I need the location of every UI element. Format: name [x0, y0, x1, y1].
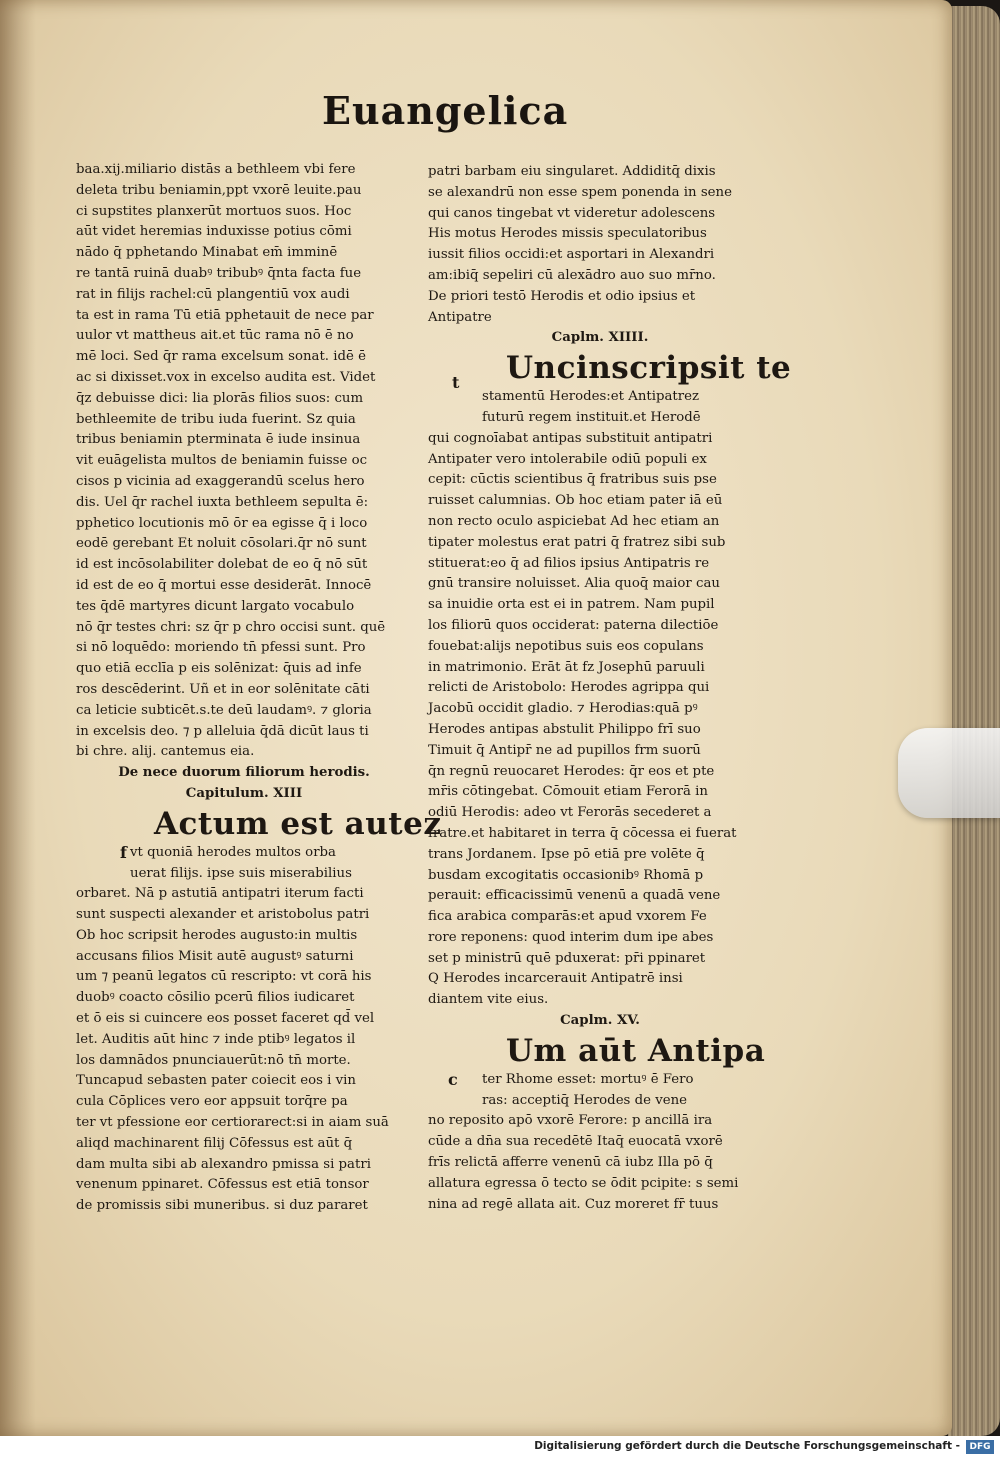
text-line: q̄z debuisse dici: lia plorās filios suos: cum [76, 390, 364, 406]
text-line: ter vt pfessione eor certiorarect:si in aiam suā [76, 1115, 389, 1131]
text-line: vt quoniā herodes multos orba [130, 844, 336, 860]
left-text-block-2 [76, 843, 412, 1217]
text-line: His motus Herodes missis speculatoribus [428, 226, 707, 242]
text-line: quo etiā ecclīa p eis solēnizat: q̄uis ad infe [76, 661, 362, 677]
text-line: et ō eis si cuincere eos posset faceret qd̄ vel [76, 1011, 375, 1027]
text-line: q̄n regnū reuocaret Herodes: q̄r eos et pte [428, 763, 715, 779]
text-line: Q Herodes incarcerauit Antipatrē insi [428, 971, 683, 987]
text-line: duobꝰ coacto cōsilio pcerū filios iudicaret [76, 990, 355, 1006]
right-text-block-3 [428, 1070, 772, 1216]
text-line: bi chre. alij. cantemus eia. [76, 744, 255, 760]
text-line: am:ibiq̄ sepeliri cū alexādro auo suo mr̄no. [428, 267, 716, 283]
text-line: nādo q̄ pphetando Minabat em̄ imminē [76, 245, 338, 261]
text-line: deleta tribu beniamin,ppt vxorē leuite.pau [76, 182, 362, 198]
text-line: fratre.et habitaret in terra q̄ cōcessa ei fuerat [428, 825, 737, 841]
text-line: frīs relictā afferre venenū cā iubz Illa pō q̄ [428, 1155, 713, 1171]
text-line: Antipatre [428, 309, 492, 325]
text-line: perauit: efficacissimū venenū a quadā vene [428, 888, 721, 904]
text-line: allatura egressa ō tecto se ōdit pcipite: s semi [428, 1175, 739, 1191]
text-line: iussit filios occidi:et asportari in Alexandri [428, 247, 715, 263]
text-line: sa inuidie orta est ei in patrem. Nam pupil [428, 597, 715, 613]
text-line: rore reponens: quod interim dum ipe abes [428, 929, 714, 945]
chapter-heading: Capitulum. XIII [185, 785, 303, 801]
text-line: uulor vt mattheus ait.et tūc rama nō ē no [76, 328, 354, 344]
text-line: qui canos tingebat vt videretur adolescens [428, 205, 716, 221]
dfg-logo: DFG [966, 1440, 994, 1454]
text-line: los filiorū quos occiderat: paterna dilectiōe [428, 617, 719, 633]
text-line: Timuit q̄ Antipr̄ ne ad pupillos frm suorū [428, 742, 701, 758]
decorated-initial-line: Actum est autez [154, 805, 442, 842]
text-line: si nō loquēdo: moriendo tn̄ pfessi sunt. Pro [76, 640, 366, 656]
text-line: qui cognoīabat antipas substituit antipatri [428, 430, 713, 446]
text-line: pphetico locutionis mō ōr ea egisse q̄ i loco [76, 515, 368, 531]
book-clasp [898, 728, 1000, 818]
chapter-heading-15: Caplm. XV. [560, 1013, 640, 1029]
text-line: Antipater vero intolerabile odiū populi ex [428, 451, 707, 467]
text-line: fouebat:alijs nepotibus suis eos copulans [428, 638, 704, 654]
text-line: venenum ppinaret. Cōfessus est etiā tonsor [76, 1177, 369, 1193]
text-line: baa.xij.miliario distās a bethleem vbi fere [76, 162, 356, 177]
text-line: Herodes antipas abstulit Philippo frī suo [428, 721, 701, 737]
text-line: ca leticie subticēt.s.te deū laudamꝰ. ⁊ gloria [76, 702, 372, 718]
text-line: sunt suspecti alexander et aristobolus patri [76, 907, 370, 923]
text-line: odiū Herodis: adeo vt Ferorās secederet a [428, 805, 712, 821]
text-line: dam multa sibi ab alexandro pmissa si patri [76, 1156, 371, 1172]
text-line: de promissis sibi muneribus. si duz pararet [76, 1198, 368, 1214]
text-line: in matrimonio. Erāt āt fz Josephū paruuli [428, 659, 705, 675]
right-column [428, 162, 792, 1215]
text-line: stamentū Herodes:et Antipatrez [482, 389, 699, 405]
text-line: aūt videt heremias induxisse potius cōmi [76, 224, 352, 240]
text-line: ta est in rama Tū etiā pphetauit de nece par [76, 307, 374, 323]
text-line: diantem vite eius. [428, 992, 549, 1008]
text-line: in excelsis deo. ⁊ p alleluia q̄dā dicūt laus ti [76, 723, 369, 739]
text-line: cisos p vicinia ad exaggerandū scelus hero [76, 473, 365, 489]
left-column [76, 160, 442, 1217]
funding-credit: Digitalisierung gefördert durch die Deutsche Forschungsgemeinschaft - [534, 1440, 960, 1452]
text-line: fica arabica comparās:et apud vxorem Fe [428, 909, 707, 925]
text-line: uerat filijs. ipse suis miserabilius [130, 865, 352, 881]
text-line: eodē gerebant Et noluit cōsolari.q̄r nō sunt [76, 536, 367, 552]
text-line: let. Auditis aūt hinc ⁊ inde ptibꝰ legatos il [76, 1031, 356, 1047]
text-line: ci supstites planxerūt mortuos suos. Hoc [76, 203, 352, 219]
guide-letter: f [120, 842, 127, 862]
text-line: gnū transire noluisset. Alia quoq̄ maior cau [428, 576, 720, 592]
decorated-initial-line-15: Um aūt Antipa [506, 1032, 766, 1069]
text-line: busdam excogitatis occasionibꝰ Rhomā p [428, 867, 704, 883]
text-line: set p ministrū quē pduxerat: pr̄i ppinaret [428, 950, 706, 966]
text-line: cepit: cūctis scientibus q̄ fratribus suis pse [428, 472, 717, 488]
running-head: Euangelica [322, 88, 569, 133]
left-text-block-1 [76, 160, 412, 763]
text-line: mr̄is cōtingebat. Cōmouit etiam Ferorā in [428, 784, 708, 800]
text-line: vit euāgelista multos de beniamin fuisse oc [76, 453, 368, 469]
gutter-shadow [0, 0, 36, 1436]
text-line: accusans filios Misit autē augustꝰ saturni [76, 948, 354, 964]
text-line: tipater molestus erat patri q̄ fratrez sibi sub [428, 534, 726, 550]
text-line: relicti de Aristobolo: Herodes agrippa qui [428, 680, 710, 696]
text-line: Jacobū occidit gladio. ⁊ Herodias:quā pꝰ [428, 701, 698, 717]
text-line: orbaret. Nā p astutiā antipatri iterum facti [76, 886, 364, 902]
chapter-heading-14: Caplm. XIIII. [551, 330, 649, 346]
text-line: nō q̄r testes chri: sz q̄r p chro occisi sunt. quē [76, 619, 386, 635]
text-line: tribus beniamin pterminata ē iude insinua [76, 432, 361, 448]
guide-letter-14: t [452, 373, 460, 393]
text-line: ros descēderint. Uñ et in eor solēnitate cāti [76, 681, 370, 697]
book-fore-edge [948, 6, 1000, 1436]
text-line: non recto oculo aspiciebat Ad hec etiam an [428, 513, 720, 529]
text-line: De priori testō Herodis et odio ipsius et [428, 288, 696, 304]
text-line: cula Cōplices vero eor appsuit torq̄re pa [76, 1094, 348, 1110]
text-line: Tuncapud sebasten pater coiecit eos i vin [76, 1073, 356, 1089]
right-text-block-2 [428, 387, 772, 1011]
text-line: no reposito apō vxorē Ferore: p ancillā ira [428, 1113, 713, 1129]
text-line: stituerat:eo q̄ ad filios ipsius Antipatris re [428, 555, 710, 571]
text-line: ruisset calumnias. Ob hoc etiam pater iā eū [428, 493, 723, 509]
text-line: dis. Uel q̄r rachel iuxta bethleem sepulta ē: [76, 494, 369, 510]
text-line: ac si dixisset.vox in excelso audita est. Videt [76, 369, 376, 385]
text-line: rat in filijs rachel:cū plangentiū vox audi [76, 286, 350, 302]
text-line: um ⁊ peanū legatos cū rescripto: vt corā his [76, 969, 372, 985]
right-text-block-1 [428, 162, 772, 328]
text-line: aliqd machinarent filij Cōfessus est aūt q̄ [76, 1135, 353, 1151]
text-line: id est incōsolabiliter dolebat de eo q̄ nō sūt [76, 557, 368, 573]
text-line: Ob hoc scripsit herodes augusto:in multis [76, 927, 358, 943]
section-heading: De nece duorum filiorum herodis. [118, 765, 370, 781]
text-line: ter Rhome esset: mortuꝰ ē Fero [482, 1071, 694, 1087]
text-line: re tantā ruinā duabꝰ tribubꝰ q̄nta facta fue [76, 265, 362, 281]
footer-bar [0, 1436, 1000, 1458]
guide-letter-15: c [448, 1069, 458, 1089]
text-line: id est de eo q̄ mortui esse desiderāt. Innocē [76, 577, 372, 593]
text-line: ras: acceptiq̄ Herodes de vene [482, 1092, 688, 1108]
decorated-initial-line-14: Uncinscripsit te [506, 350, 792, 387]
text-line: cūde a dn̄a sua recedētē Itaq̄ euocatā vxorē [428, 1134, 723, 1150]
text-line: nina ad regē allata ait. Cuz moreret fr̄ tuus [428, 1196, 719, 1212]
text-line: patri barbam eiu singularet. Addiditq̄ dixis [428, 164, 716, 179]
text-line: los damnādos pnunciauerūt:nō tn̄ morte. [76, 1052, 351, 1068]
text-line: futurū regem instituit.et Herodē [482, 409, 701, 425]
text-line: trans Jordanem. Ipse pō etiā pre volēte q̄ [428, 846, 705, 862]
text-line: tes q̄dē martyres dicunt largato vocabulo [76, 598, 355, 614]
text-line: mē loci. Sed q̄r rama excelsum sonat. idē ē [76, 349, 366, 365]
text-line: se alexandrū non esse spem ponenda in sene [428, 184, 732, 200]
text-line: bethleemite de tribu iuda fuerint. Sz quia [76, 411, 356, 427]
